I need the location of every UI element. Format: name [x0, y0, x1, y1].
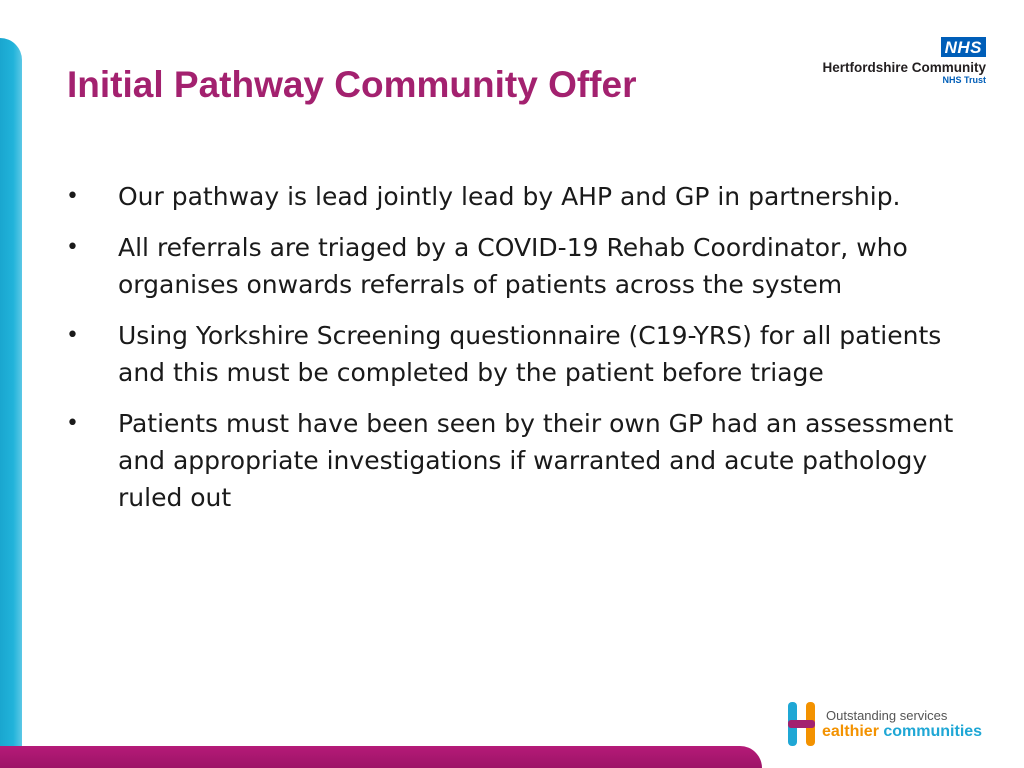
bullet-dot: • — [66, 235, 79, 260]
bullet-item — [66, 229, 966, 303]
tagline-line-1: Outstanding services — [826, 708, 948, 723]
h-logo-icon — [786, 702, 820, 746]
bullet-dot: • — [66, 411, 79, 436]
trust-label: NHS Trust — [942, 75, 986, 85]
tagline-healthier: ealthier — [822, 723, 879, 740]
nhs-badge: NHS — [941, 37, 986, 57]
bullet-dot: • — [66, 323, 79, 348]
bullet-text: Our pathway is lead jointly lead by AHP and GP in partnership. — [118, 182, 901, 211]
bullet-text: All referrals are triaged by a COVID-19 Rehab Coordinator, who organises onwards referrals of patients across the system — [118, 233, 908, 299]
bullet-item — [66, 405, 966, 516]
bullet-list — [66, 178, 966, 530]
bullet-item — [66, 178, 966, 215]
bullet-text: Using Yorkshire Screening questionnaire (C19-YRS) for all patients and this must be completed by the patient before triage — [118, 321, 942, 387]
bottom-accent-bar — [0, 746, 762, 768]
slide-title: Initial Pathway Community Offer — [67, 64, 637, 105]
bullet-text: Patients must have been seen by their own GP had an assessment and appropriate investigations if warranted and acute pathology ruled out — [118, 409, 954, 512]
left-accent-bar — [0, 38, 22, 768]
tagline-communities: communities — [878, 723, 983, 740]
bullet-dot: • — [66, 184, 79, 209]
nhs-logo — [822, 37, 986, 85]
organisation-name: Hertfordshire Community — [822, 60, 986, 75]
bullet-item — [66, 317, 966, 391]
tagline-line-2 — [822, 723, 982, 741]
healthier-communities-logo — [786, 702, 996, 748]
